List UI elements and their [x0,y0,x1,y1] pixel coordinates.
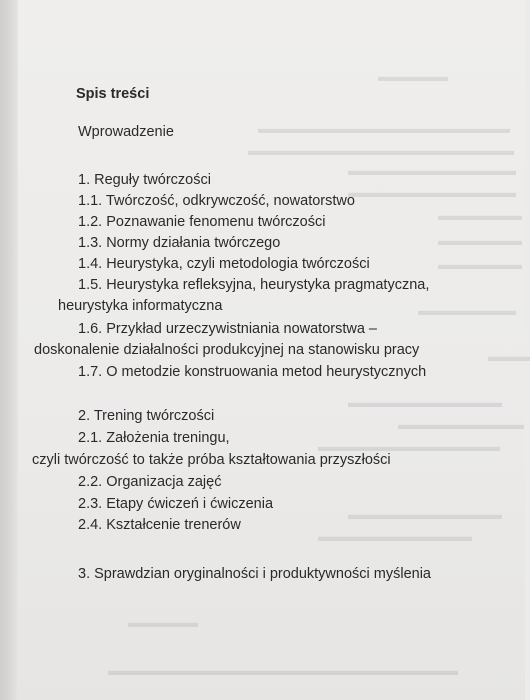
toc-entry: 2.3. Etapy ćwiczeń i ćwiczenia [78,496,274,512]
chapter-2-heading: 2. Trening twórczości [78,408,215,424]
chapter-1-heading: 1. Reguły twórczości [78,172,211,188]
toc-entry: 1.4. Heurystyka, czyli metodologia twórczości [78,256,370,272]
toc-entry: 1.6. Przykład urzeczywistniania nowatorstwa – [78,321,377,337]
toc-entry: 2.4. Kształcenie trenerów [78,517,241,533]
toc-entry-continuation: doskonalenie działalności produkcyjnej na stanowisku pracy [34,342,420,358]
toc-intro: Wprowadzenie [78,124,174,140]
book-page [18,0,530,700]
toc-entry: 2.2. Organizacja zajęć [78,474,222,490]
toc-entry-continuation: heurystyka informatyczna [58,298,223,314]
toc-entry: 1.1. Twórczość, odkrywczość, nowatorstwo [78,193,355,209]
toc-entry: 1.3. Normy działania twórczego [78,235,281,251]
toc-title: Spis treści [76,86,150,102]
toc-entry-continuation: czyli twórczość to także próba kształtowania przyszłości [32,452,391,468]
bleed-through-text: ▬▬▬▬▬ ▬▬▬▬▬▬▬▬▬▬▬▬▬▬▬▬▬▬ ▬▬▬▬▬▬▬▬▬▬▬▬▬▬▬▬▬▬▬ ▬▬▬▬▬▬▬▬▬▬▬▬ ▬▬▬▬▬▬▬▬▬▬▬▬ ▬▬▬▬▬▬ ▬▬▬▬▬▬ ▬▬▬▬▬▬ ▬▬▬▬▬▬▬ ▬▬▬ ▬▬▬▬▬▬▬▬▬▬▬ ▬▬▬▬▬▬▬▬▬ ▬▬▬▬▬▬▬▬▬▬▬▬▬ ▬▬▬▬▬▬▬▬▬▬▬ ▬▬▬▬▬▬▬▬▬▬▬ ▬▬▬▬▬ ▬▬▬▬▬▬▬▬▬▬▬▬▬▬▬▬▬▬▬▬▬▬▬▬▬ [108,68,530,678]
chapter-3-heading: 3. Sprawdzian oryginalności i produktywności myślenia [78,566,431,582]
table-of-contents [18,0,530,700]
toc-entry: 1.2. Poznawanie fenomenu twórczości [78,214,326,230]
book-binding-edge [0,0,18,700]
toc-entry: 1.5. Heurystyka refleksyjna, heurystyka pragmatyczna, [78,277,430,293]
toc-entry: 1.7. O metodzie konstruowania metod heurystycznych [78,364,427,380]
toc-entry: 2.1. Założenia treningu, [78,430,230,446]
